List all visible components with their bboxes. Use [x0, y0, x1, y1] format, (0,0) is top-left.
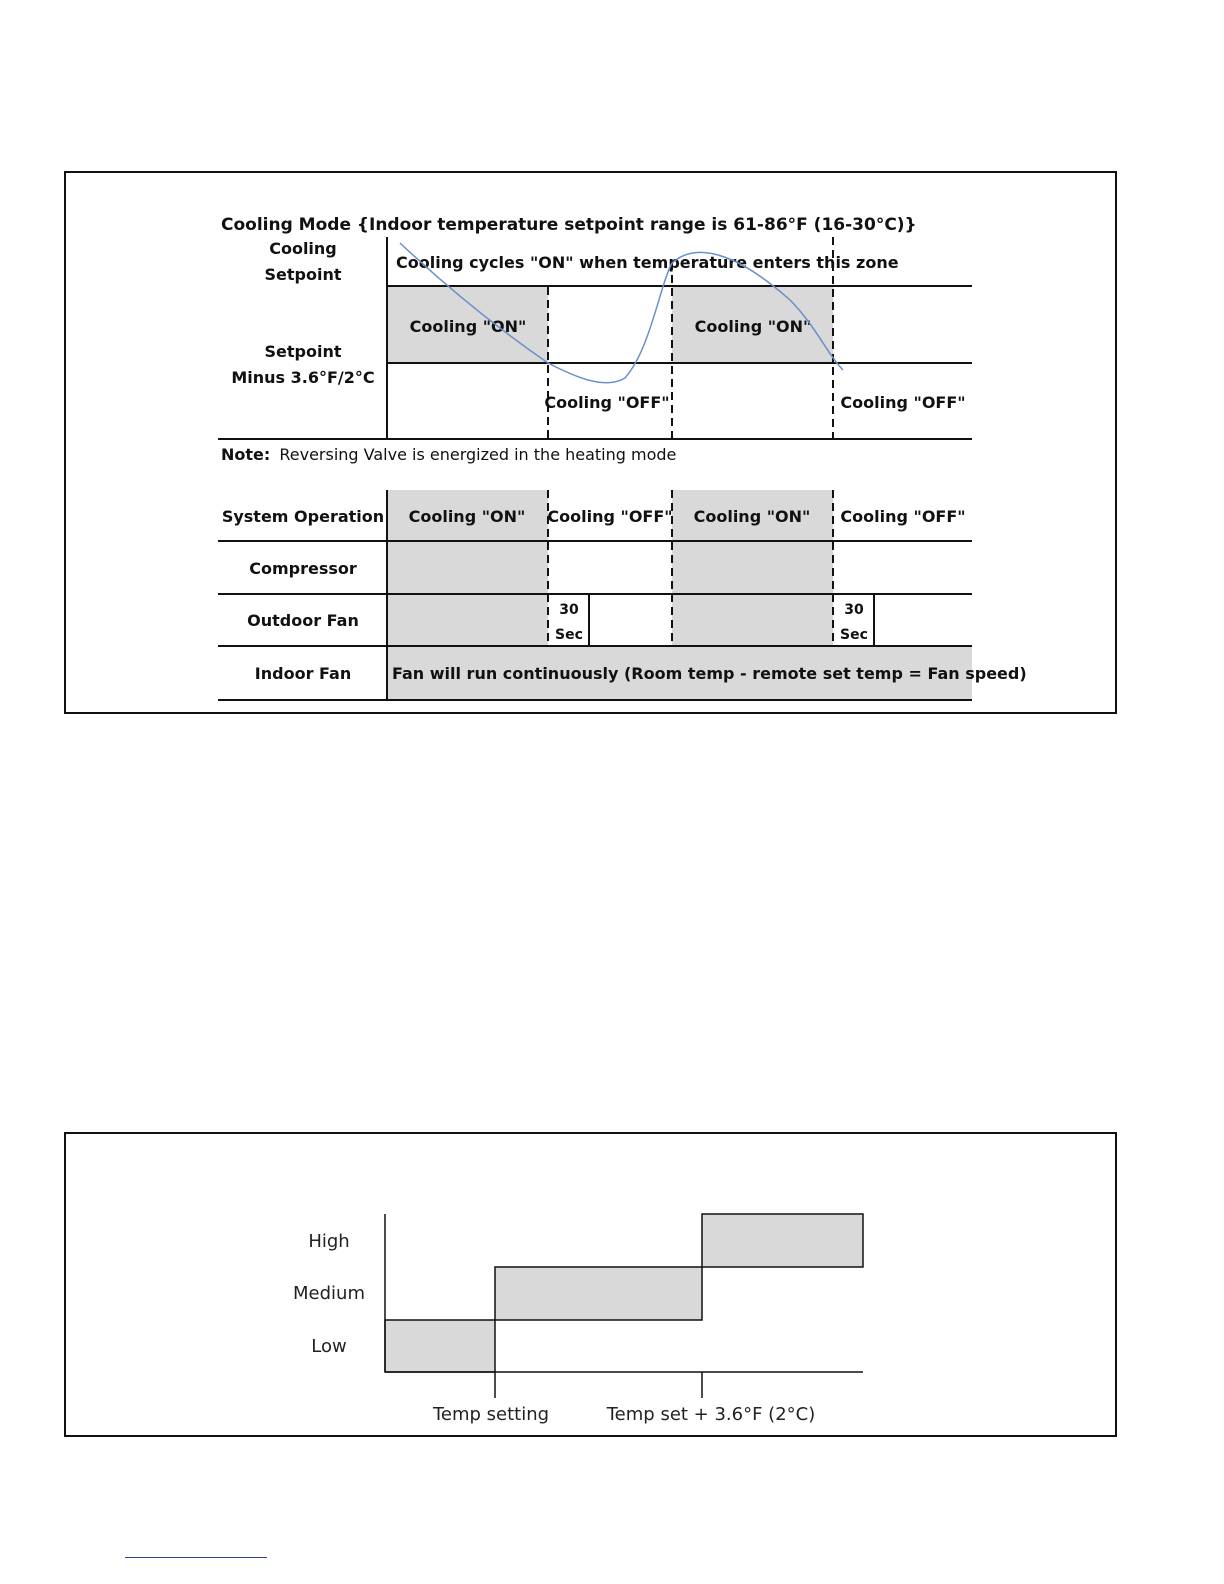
setpoint-minus-label-2: Minus 3.6°F/2°C	[231, 368, 375, 387]
state-off-1: Cooling "OFF"	[544, 393, 670, 412]
delay-1-unit: Sec	[555, 627, 583, 643]
x-label-temp-plus: Temp set + 3.6°F (2°C)	[606, 1404, 816, 1425]
state-off-2: Cooling "OFF"	[840, 393, 966, 412]
x-label-temp-setting: Temp setting	[432, 1404, 550, 1425]
row-label-indoor-fan: Indoor Fan	[254, 664, 352, 683]
state-on-1: Cooling "ON"	[409, 317, 527, 336]
level-high: High	[308, 1231, 350, 1252]
row-label-system-operation: System Operation	[221, 507, 385, 526]
zone-text: Cooling cycles "ON" when temperature enters this zone	[396, 253, 899, 272]
level-low: Low	[311, 1336, 347, 1357]
note-text: Reversing Valve is energized in the heating mode	[279, 445, 677, 464]
indoor-fan-text: Fan will run continuously (Room temp - remote set temp = Fan speed)	[392, 664, 1027, 683]
delay-1-number: 30	[559, 602, 579, 618]
sysop-cell-2: Cooling "OFF"	[547, 507, 673, 526]
delay-2-unit: Sec	[840, 627, 868, 643]
row-label-compressor: Compressor	[249, 559, 357, 578]
diagram-title: Cooling Mode {Indoor temperature setpoint range is 61-86°F (16-30°C)}	[221, 215, 917, 235]
sysop-cell-4: Cooling "OFF"	[840, 507, 966, 526]
footer-rule	[125, 1557, 267, 1558]
cooling-setpoint-label-1: Cooling	[269, 239, 337, 258]
row-label-outdoor-fan: Outdoor Fan	[247, 611, 359, 630]
fan-step-high	[702, 1214, 863, 1267]
fan-step-medium	[495, 1267, 702, 1320]
fan-step-low	[385, 1320, 495, 1372]
state-on-2: Cooling "ON"	[694, 317, 812, 336]
level-medium: Medium	[293, 1283, 365, 1304]
setpoint-minus-label-1: Setpoint	[264, 342, 342, 361]
note-label: Note:	[221, 445, 271, 464]
delay-2-number: 30	[844, 602, 864, 618]
sysop-cell-1: Cooling "ON"	[408, 507, 526, 526]
cooling-setpoint-label-2: Setpoint	[264, 265, 342, 284]
sysop-cell-3: Cooling "ON"	[693, 507, 811, 526]
